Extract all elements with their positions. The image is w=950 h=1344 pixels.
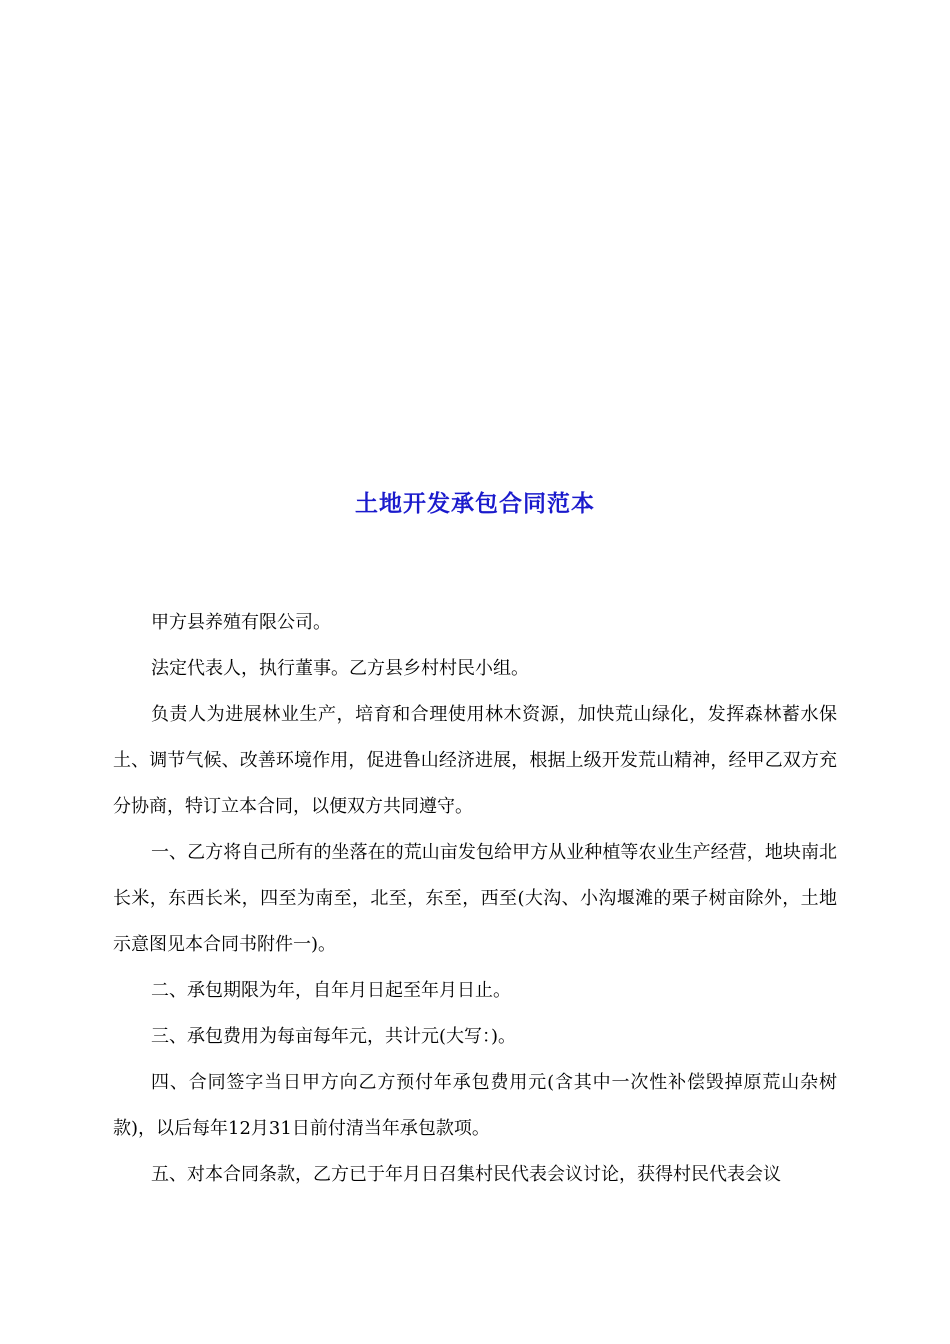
paragraph-clause-1: 一、乙方将自己所有的坐落在的荒山亩发包给甲方从业种植等农业生产经营，地块南北长米，东西长米，四至为南至，北至，东至，西至(大沟、小沟堰滩的栗子树亩除外，土地示意图见本合同书附件一)。: [113, 842, 837, 955]
paragraph-clause-3: 三、承包费用为每亩每年元，共计元(大写：)。: [151, 1026, 517, 1047]
paragraph-legal-representative: 法定代表人，执行董事。乙方县乡村村民小组。: [151, 658, 529, 679]
paragraph-party-a: 甲方县养殖有限公司。: [151, 612, 331, 633]
paragraph-clause-2: 二、承包期限为年，自年月日起至年月日止。: [151, 980, 511, 1001]
paragraph-clause-4: 四、合同签字当日甲方向乙方预付年承包费用元(含其中一次性补偿毁掉原荒山杂树款)，以后每年12月31日前付清当年承包款项。: [113, 1072, 837, 1139]
document-title: 土地开发承包合同范本: [355, 491, 595, 517]
paragraph-preamble: 负责人为进展林业生产，培育和合理使用林木资源，加快荒山绿化，发挥森林蓄水保土、调节气候、改善环境作用，促进鲁山经济进展，根据上级开发荒山精神，经甲乙双方充分协商，特订立本合同，以便双方共同遵守。: [113, 704, 837, 817]
document-body: [113, 600, 837, 1198]
paragraph-clause-5: 五、对本合同条款，乙方已于年月日召集村民代表会议讨论，获得村民代表会议: [151, 1164, 781, 1185]
